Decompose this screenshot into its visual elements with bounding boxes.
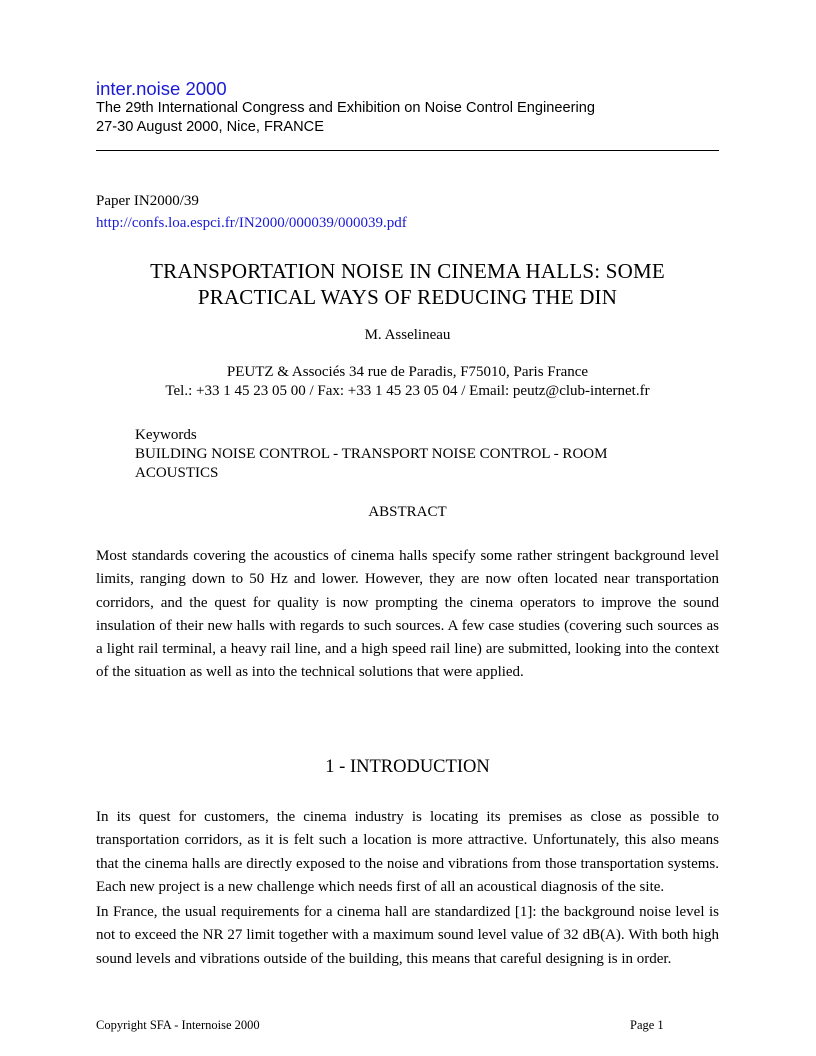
conference-name: inter.noise 2000 (96, 78, 227, 99)
abstract-heading: ABSTRACT (368, 504, 447, 520)
keywords-label: Keywords (135, 427, 197, 443)
conference-dates: 27-30 August 2000, Nice, FRANCE (96, 119, 324, 135)
affiliation: PEUTZ & Associés 34 rue de Paradis, F75010, Paris France (226, 364, 589, 380)
keywords-line2: ACOUSTICS (135, 465, 219, 481)
paper-url-link[interactable]: http://confs.loa.espci.fr/IN2000/000039/000039.pdf (96, 215, 407, 231)
introduction-heading: 1 - INTRODUCTION (325, 757, 490, 777)
abstract-paragraph: Most standards covering the acoustics of cinema halls specify some rather stringent background level limits, ranging down to 50 Hz and lower. However, they are now often located near transportation corridors, and the quest for quality is now prompting the cinema operators to improve the sound insulation of their new halls with regards to such sources. A few case studies (covering such sources as a light rail terminal, a heavy rail line, and a high speed rail line) are submitted, looking into the context of the situation as well as into the technical solutions that were applied. (96, 548, 719, 681)
footer-copyright: Copyright SFA - Internoise 2000 (96, 1018, 260, 1032)
paper-id: Paper IN2000/39 (96, 193, 199, 209)
congress-name: The 29th International Congress and Exhibition on Noise Control Engineering (96, 100, 595, 116)
keywords-line1: BUILDING NOISE CONTROL - TRANSPORT NOISE CONTROL - ROOM (135, 446, 608, 462)
header-rule (96, 150, 719, 151)
footer-page-number: Page 1 (630, 1018, 664, 1032)
author: M. Asselineau (364, 327, 451, 343)
introduction-paragraph-1: In its quest for customers, the cinema industry is locating its premises as close as possible to transportation corridors, as it is felt such a location is more attractive. Unfortunately, this also means that the cinema halls are directly exposed to the noise and vibrations from those transportation systems. Each new project is a new challenge which needs first of all an acoustical diagnosis of the site. (96, 809, 719, 895)
paper-title-line2: PRACTICAL WAYS OF REDUCING THE DIN (197, 285, 618, 309)
contact-info: Tel.: +33 1 45 23 05 00 / Fax: +33 1 45 23 05 04 / Email: peutz@club-internet.fr (165, 383, 650, 399)
introduction-paragraph-2: In France, the usual requirements for a cinema hall are standardized [1]: the background noise level is not to exceed the NR 27 limit together with a maximum sound level value of 32 dB(A). With both high sound levels and vibrations outside of the building, this means that careful designing is in order. (96, 904, 719, 967)
paper-title-line1: TRANSPORTATION NOISE IN CINEMA HALLS: SOME (150, 259, 665, 283)
introduction-body (96, 806, 719, 971)
abstract-text (96, 545, 719, 685)
